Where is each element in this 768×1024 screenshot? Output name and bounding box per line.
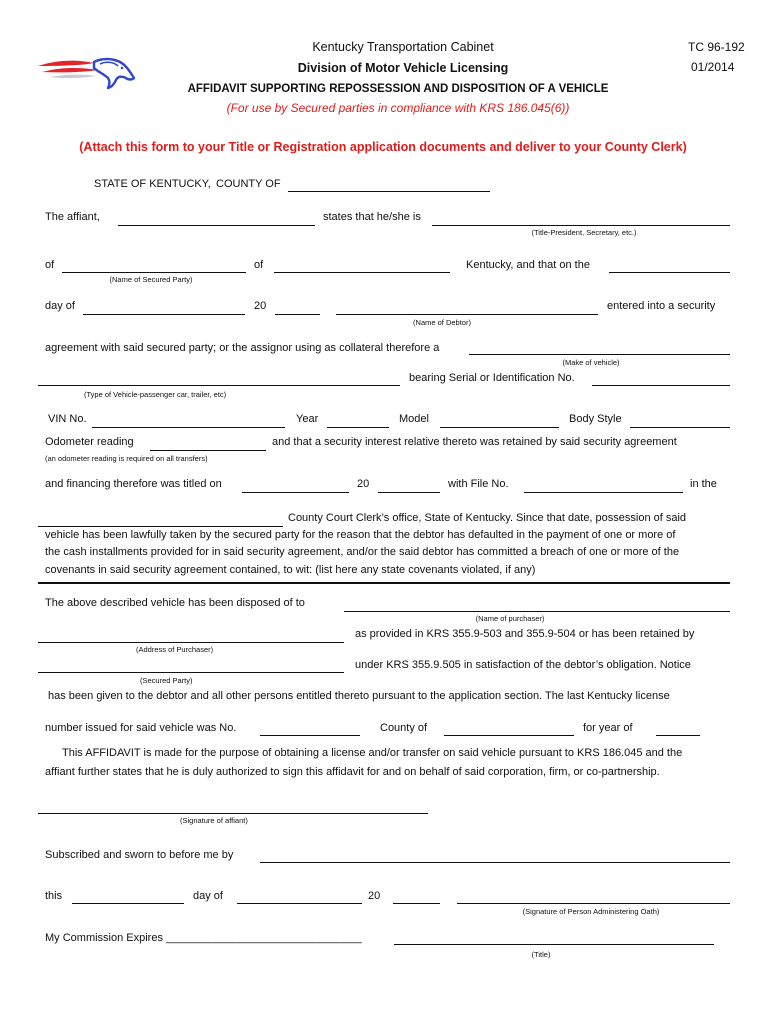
- para1-line2: vehicle has been lawfully taken by the secured party for the reason that the debtor has defaulted in the payment of one or more of: [45, 529, 676, 541]
- para1-line4: covenants in said security agreement contained, to wit: (list here any state covenants violated, if any): [45, 564, 536, 576]
- commission-label: My Commission Expires ________________________________: [45, 932, 362, 944]
- debtor-hint: (Name of Debtor): [413, 318, 471, 327]
- form-date: 01/2014: [691, 60, 735, 74]
- security-label: entered into a security: [607, 300, 716, 312]
- notice-text: has been given to the debtor and all other persons entitled thereto pursuant to the application section. The last Kentucky license: [48, 690, 670, 702]
- file-number-field[interactable]: [524, 492, 683, 493]
- sworn-month-field[interactable]: [237, 903, 362, 904]
- county-field[interactable]: [288, 191, 490, 192]
- odometer-text: and that a security interest relative thereto was retained by said security agreement: [272, 436, 677, 448]
- sworn-year-field[interactable]: [393, 903, 440, 904]
- city-field[interactable]: [274, 272, 450, 273]
- body-style-field[interactable]: [630, 427, 730, 428]
- year-prefix-3: 20: [368, 890, 381, 902]
- purchaser-name-field[interactable]: [344, 611, 730, 612]
- state-label: STATE OF KENTUCKY,: [94, 178, 211, 190]
- affidavit-line1: This AFFIDAVIT is made for the purpose of obtaining a license and/or transfer on said vehicle pursuant to KRS 186.045 and the: [62, 747, 683, 759]
- year-prefix-2: 20: [357, 478, 370, 490]
- year-prefix: 20: [254, 300, 267, 312]
- para1-line1: County Court Clerk’s office, State of Kentucky. Since that date, possession of said: [288, 512, 687, 524]
- krs505-text: under KRS 355.9.505 in satisfaction of the debtor’s obligation. Notice: [355, 659, 691, 671]
- financing-label: and financing therefore was titled on: [45, 478, 222, 490]
- make-hint: (Make of vehicle): [562, 358, 620, 367]
- title-hint-2: (Title): [531, 950, 551, 959]
- oath-signature-field[interactable]: [457, 903, 730, 904]
- krs-text: as provided in KRS 355.9-503 and 355.9-504 or has been retained by: [355, 628, 695, 640]
- purchaser-address-field[interactable]: [38, 642, 344, 643]
- title-date-field[interactable]: [242, 492, 349, 493]
- model-label: Model: [399, 413, 429, 425]
- odometer-label: Odometer reading: [45, 436, 134, 448]
- sworn-day-field[interactable]: [72, 903, 184, 904]
- license-number-field[interactable]: [260, 735, 360, 736]
- affiant-title-field[interactable]: [432, 225, 730, 226]
- signature-hint: (Signature of affiant): [180, 816, 248, 825]
- day-of-label-2: day of: [193, 890, 223, 902]
- month-field[interactable]: [83, 314, 245, 315]
- disposed-label: The above described vehicle has been disposed of to: [45, 597, 305, 609]
- license-county-field[interactable]: [444, 735, 574, 736]
- day-of-label: day of: [45, 300, 75, 312]
- sworn-label: Subscribed and sworn to before me by: [45, 849, 234, 861]
- county-court-field[interactable]: [38, 526, 283, 527]
- form-title: AFFIDAVIT SUPPORTING REPOSSESSION AND DISPOSITION OF A VEHICLE: [187, 83, 609, 95]
- year-label: Year: [296, 413, 319, 425]
- agency-name: Kentucky Transportation Cabinet: [312, 40, 494, 54]
- states-label: states that he/she is: [323, 211, 421, 223]
- para1-line3: the cash installments provided for in said security agreement, and/or the said debtor has committed a breach of one or more of the: [45, 546, 680, 558]
- serial-label: bearing Serial or Identification No.: [409, 372, 575, 384]
- division-name: Division of Motor Vehicle Licensing: [297, 61, 509, 75]
- of-label-2: of: [254, 259, 264, 271]
- title-hint: (Title-President, Secretary, etc.): [531, 228, 637, 237]
- this-label: this: [45, 890, 63, 902]
- kentucky-horse-logo-icon: [36, 54, 136, 92]
- affiant-label: The affiant,: [45, 211, 100, 223]
- model-field[interactable]: [440, 427, 559, 428]
- vin-field[interactable]: [92, 427, 285, 428]
- form-subtitle: (For use by Secured parties in compliance with KRS 186.045(6)): [226, 101, 570, 115]
- serial-field[interactable]: [592, 385, 730, 386]
- vehicle-type-field[interactable]: [38, 385, 400, 386]
- oath-hint: (Signature of Person Administering Oath): [522, 907, 660, 916]
- secured-party-hint: (Name of Secured Party): [109, 275, 193, 284]
- title-year-field[interactable]: [378, 492, 440, 493]
- affidavit-line2: affiant further states that he is duly authorized to sign this affidavit for and on behalf of said corporation, firm, or co-partnership.: [45, 766, 660, 778]
- vehicle-year-field[interactable]: [327, 427, 389, 428]
- address-hint: (Address of Purchaser): [136, 645, 214, 654]
- in-the-label: in the: [690, 478, 717, 490]
- covenants-divider: [38, 582, 730, 584]
- county-label-2: County of: [380, 722, 428, 734]
- vin-label: VIN No.: [48, 413, 87, 425]
- title-field[interactable]: [394, 944, 714, 945]
- secured-party-field-2[interactable]: [38, 672, 344, 673]
- type-hint: (Type of Vehicle-passenger car, trailer, etc): [84, 390, 227, 399]
- form-number: TC 96-192: [688, 40, 745, 54]
- license-year-field[interactable]: [656, 735, 700, 736]
- file-label: with File No.: [448, 478, 509, 490]
- affiant-signature-field[interactable]: [38, 813, 428, 814]
- of-label: of: [45, 259, 55, 271]
- vehicle-make-field[interactable]: [469, 354, 730, 355]
- odometer-field[interactable]: [150, 450, 266, 451]
- purchaser-hint: (Name of purchaser): [475, 614, 545, 623]
- number-label: number issued for said vehicle was No.: [45, 722, 237, 734]
- agreement-text: agreement with said secured party; or the assignor using as collateral therefore a: [45, 342, 440, 354]
- date-day-field[interactable]: [609, 272, 730, 273]
- attach-instruction: (Attach this form to your Title or Registration application documents and deliver to your County Clerk): [79, 140, 687, 154]
- secured-party-field[interactable]: [62, 272, 246, 273]
- odometer-hint: (an odometer reading is required on all transfers): [45, 454, 208, 463]
- debtor-name-field[interactable]: [336, 314, 598, 315]
- year-field[interactable]: [275, 314, 320, 315]
- year-of-label: for year of: [583, 722, 633, 734]
- kentucky-label: Kentucky, and that on the: [466, 259, 590, 271]
- affiant-name-field[interactable]: [118, 225, 315, 226]
- county-label: COUNTY OF: [216, 178, 281, 190]
- sworn-by-field[interactable]: [260, 862, 730, 863]
- secured-hint: (Secured Party): [140, 676, 193, 685]
- body-style-label: Body Style: [569, 413, 622, 425]
